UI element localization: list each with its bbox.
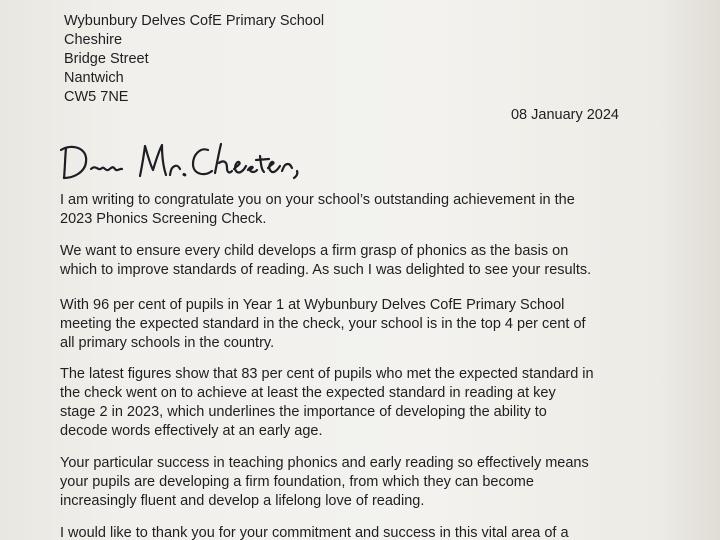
paragraph-line: The latest figures show that 83 per cent of pupils who met the expected standard in (60, 366, 594, 382)
paragraph-line: decode words effectively at an early age. (60, 423, 323, 439)
page-shadow (660, 0, 720, 540)
paragraph-congratulations (60, 191, 635, 229)
paragraph-line: meeting the expected standard in the check, your school is in the top 4 per cent of (60, 316, 586, 332)
address-line-postcode: CW5 7NE (64, 89, 129, 105)
letter-date: 08 January 2024 (510, 107, 619, 123)
paragraph-thanks (60, 524, 635, 540)
paragraph-line: We want to ensure every child develops a firm grasp of phonics as the basis on (60, 243, 569, 259)
paragraph-line: stage 2 in 2023, which underlines the importance of developing the ability to (60, 404, 547, 420)
address-line-street: Bridge Street (64, 51, 149, 67)
handwritten-salutation (58, 138, 308, 188)
paragraph-line: I would like to thank you for your commitment and success in this vital area of a (60, 525, 569, 540)
paragraph-line: all primary schools in the country. (60, 335, 275, 351)
paragraph-line: I am writing to congratulate you on your school’s outstanding achievement in the (60, 192, 575, 208)
handwritten-salutation-image (58, 138, 308, 188)
address-line-county: Cheshire (64, 32, 123, 48)
paragraph-line: increasingly fluent and develop a lifelong love of reading. (60, 493, 425, 509)
paragraph-line: Your particular success in teaching phonics and early reading so effectively means (60, 455, 589, 471)
paragraph-line: which to improve standards of reading. As such I was delighted to see your results. (60, 262, 592, 278)
paragraph-results (60, 296, 635, 353)
paragraph-phonics-goal (60, 242, 635, 280)
salutation-text (58, 138, 59, 139)
paragraph-success (60, 454, 635, 511)
paragraph-line: your pupils are developing a firm foundation, from which they can become (60, 474, 534, 490)
address-line-town: Nantwich (64, 70, 124, 86)
paragraph-line: With 96 per cent of pupils in Year 1 at Wybunbury Delves CofE Primary School (60, 297, 565, 313)
paragraph-line: 2023 Phonics Screening Check. (60, 211, 267, 227)
paragraph-line: the check went on to achieve at least the expected standard in reading at key (60, 385, 556, 401)
paragraph-figures (60, 365, 635, 441)
recipient-address (64, 12, 324, 107)
address-line-school: Wybunbury Delves CofE Primary School (64, 13, 325, 29)
